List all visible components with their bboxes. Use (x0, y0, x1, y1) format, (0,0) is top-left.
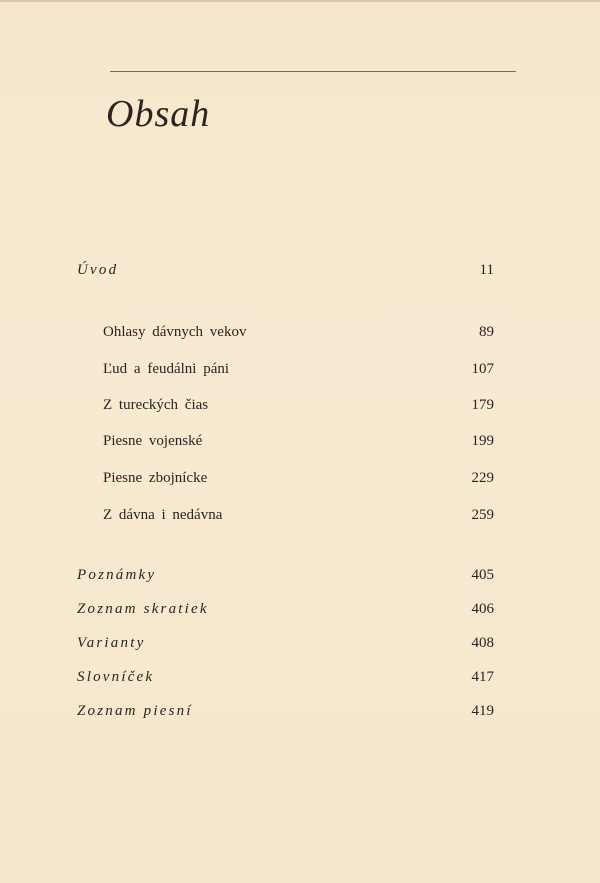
toc-entry-page: 11 (479, 262, 494, 278)
toc-entry-appendix (0, 669, 600, 693)
toc-entry-label: Z tureckých čias (103, 397, 209, 413)
toc-entry-label: Piesne vojenské (103, 433, 203, 449)
toc-entry-page: 229 (471, 470, 494, 486)
page-title: Obsah (106, 93, 211, 135)
title-rule (110, 71, 516, 72)
toc-entry-label: Varianty (77, 635, 146, 651)
toc-entry-page: 417 (471, 669, 494, 685)
toc-entry-label: Z dávna i nedávna (103, 507, 223, 523)
toc-entry-label: Zoznam piesní (77, 703, 193, 719)
toc-entry-chapter (0, 397, 600, 421)
toc-entry-chapter (0, 361, 600, 385)
toc-entry-label: Úvod (77, 262, 119, 278)
toc-entry-page: 179 (471, 397, 494, 413)
toc-entry-chapter (0, 433, 600, 457)
toc-entry-page: 107 (471, 361, 494, 377)
toc-entry-label: Poznámky (77, 567, 157, 583)
toc-entry-label: Slovníček (77, 669, 155, 685)
toc-entry-label: Piesne zbojnícke (103, 470, 208, 486)
toc-entry-chapter (0, 324, 600, 348)
toc-entry-appendix (0, 635, 600, 659)
toc-entry-chapter (0, 507, 600, 531)
toc-entry-page: 199 (471, 433, 494, 449)
toc-entry-appendix (0, 567, 600, 591)
toc-entry-label: Zoznam skratiek (77, 601, 209, 617)
toc-entry-page: 419 (471, 703, 494, 719)
page-top-edge (0, 0, 600, 2)
toc-entry-page: 89 (479, 324, 494, 340)
toc-entry-page: 259 (471, 507, 494, 523)
toc-entry-page: 408 (471, 635, 494, 651)
toc-entry-intro (0, 262, 600, 286)
toc-entry-page: 406 (471, 601, 494, 617)
toc-entry-label: Ľud a feudálni páni (103, 361, 230, 377)
toc-entry-label: Ohlasy dávnych vekov (103, 324, 247, 340)
toc-entry-chapter (0, 470, 600, 494)
toc-entry-appendix (0, 703, 600, 727)
toc-entry-page: 405 (471, 567, 494, 583)
toc-entry-appendix (0, 601, 600, 625)
